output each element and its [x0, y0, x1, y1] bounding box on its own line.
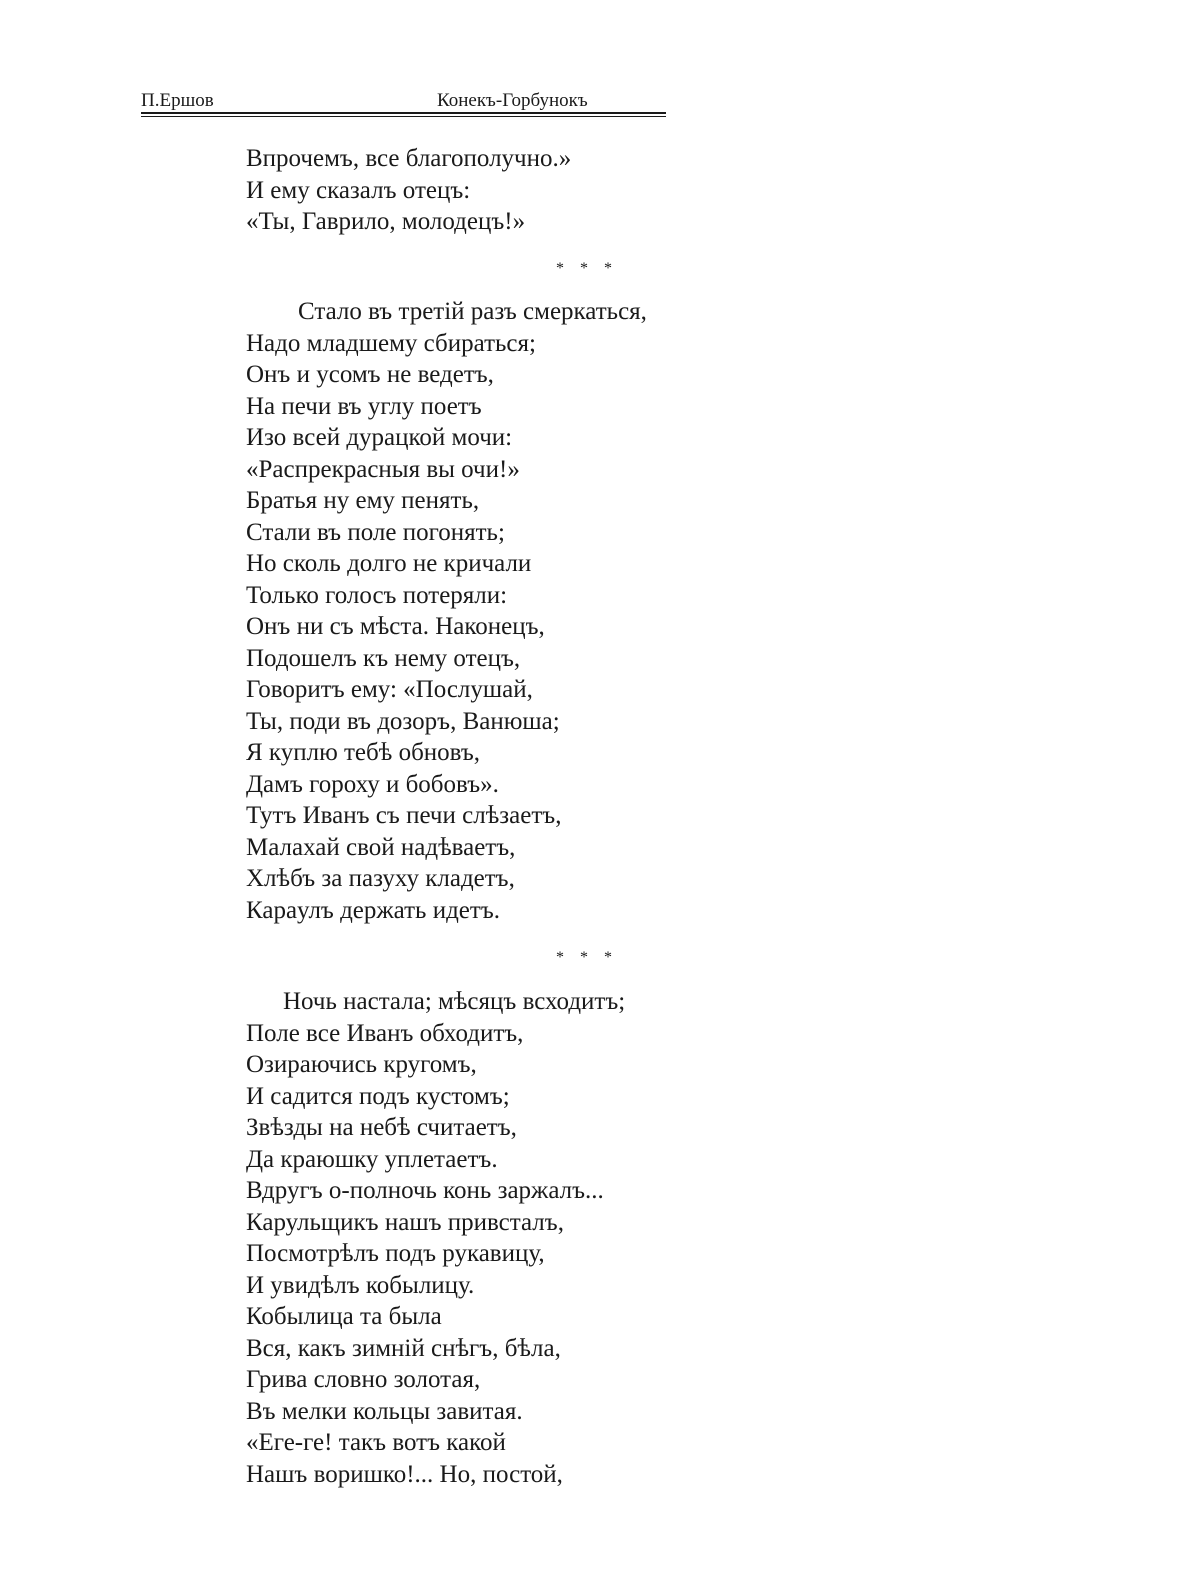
stanza-separator: * * *: [556, 260, 618, 277]
verse-line: Въ мелки кольцы завитая.: [246, 1397, 523, 1425]
verse-line: Братья ну ему пенять,: [246, 487, 480, 514]
verse-line: Тутъ Иванъ съ печи слѣзаетъ,: [246, 802, 562, 829]
running-header: [141, 90, 666, 118]
header-rule: [141, 112, 666, 117]
header-author: П.Ершов: [141, 90, 214, 111]
verse-line: Стало въ третій разъ смеркаться,: [298, 298, 647, 325]
verse-line: Изо всей дурацкой мочи:: [246, 424, 513, 451]
verse-line: Дамъ гороху и бобовъ».: [246, 770, 499, 798]
verse-line: Онъ ни съ мѣста. Наконецъ,: [246, 613, 545, 640]
header-title: Конекъ-Горбунокъ: [437, 90, 588, 111]
verse-line: Поле все Иванъ обходитъ,: [246, 1019, 524, 1047]
verse-line: Вдругъ о-полночь конь заржалъ...: [246, 1177, 604, 1204]
verse-line: Карульщикъ нашъ привсталъ,: [246, 1208, 564, 1236]
verse-line: Только голосъ потеряли:: [246, 581, 508, 609]
verse-line: Ты, поди въ дозоръ, Ванюша;: [246, 707, 560, 735]
verse-line: Карaулъ держать идетъ.: [246, 896, 501, 924]
verse-line: Говоритъ ему: «Послушай,: [246, 676, 533, 703]
verse-line: Онъ и усомъ не ведетъ,: [246, 361, 494, 388]
verse-line: Озираючись кругомъ,: [246, 1051, 477, 1078]
stanza-3: [246, 986, 625, 1490]
verse-line: Нашъ воришко!... Но, постой,: [246, 1460, 563, 1488]
verse-line: Но сколь долго не кричали: [246, 550, 532, 577]
stanza-2: [246, 296, 647, 926]
verse-line: Посмотрѣлъ подъ рукавицу,: [246, 1240, 545, 1267]
verse-line: Да краюшку уплетаетъ.: [246, 1145, 498, 1173]
verse-line: Кобылица та была: [246, 1303, 442, 1330]
verse-line: Ночь настала; мѣсяцъ всходитъ;: [283, 988, 626, 1015]
verse-line: Стали въ поле погонять;: [246, 518, 505, 546]
verse-line: Звѣзды на небѣ считаетъ,: [246, 1114, 517, 1141]
verse-line: Хлѣбъ за пазуху кладетъ,: [246, 865, 515, 892]
verse-line: Вся, какъ зимній снѣгъ, бѣла,: [246, 1334, 561, 1362]
verse-line: Грива словно золотая,: [246, 1366, 481, 1393]
verse-line: И ему сказалъ отецъ:: [246, 176, 471, 204]
verse-line: Я куплю тебѣ обновъ,: [246, 739, 481, 766]
verse-line: Подошелъ къ нему отецъ,: [246, 644, 521, 672]
stanza-1: [246, 143, 571, 238]
verse-line: «Еге-ге! такъ вотъ какой: [246, 1429, 506, 1456]
verse-line: Впрочемъ, все благополучно.»: [246, 145, 572, 172]
verse-line: И садится подъ кустомъ;: [246, 1082, 510, 1110]
verse-line: Надо младшему сбираться;: [246, 329, 536, 357]
verse-line: И увидѣлъ кобылицу.: [246, 1271, 475, 1299]
verse-line: «Ты, Гаврило, молодецъ!»: [246, 208, 526, 235]
verse-line: «Распрекрасныя вы очи!»: [246, 455, 520, 483]
stanza-separator: * * *: [556, 949, 618, 966]
verse-line: Малахай свой надѣваетъ,: [246, 833, 516, 861]
verse-line: На печи въ углу поетъ: [246, 392, 482, 420]
